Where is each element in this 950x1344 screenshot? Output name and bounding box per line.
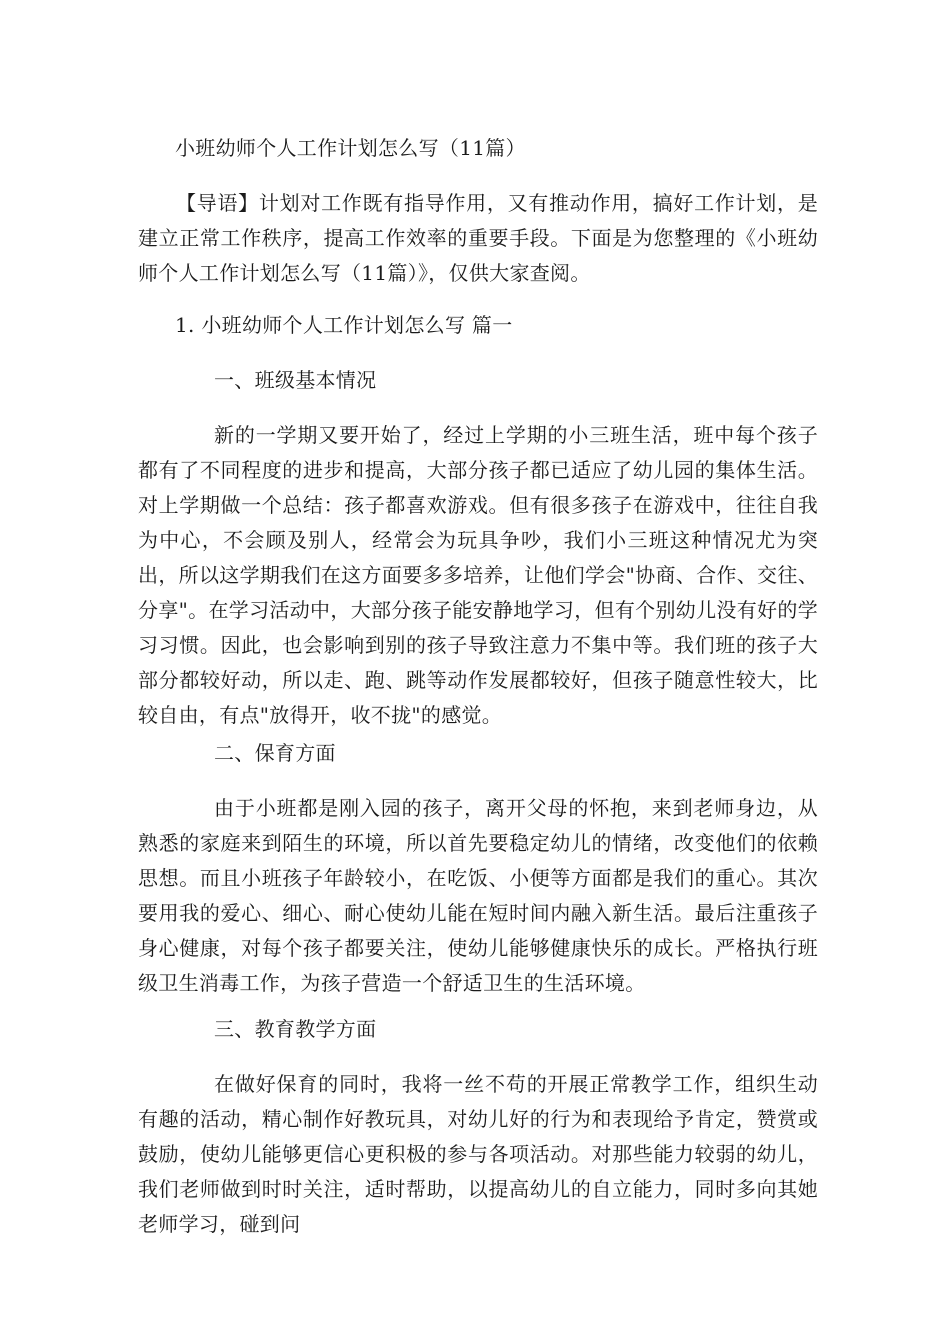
intro-paragraph [138,186,818,291]
section-heading: 二、保育方面 [214,741,336,765]
section-body: 在做好保育的同时，我将一丝不苟的开展正常教学工作，组织生动有趣的活动，精心制作好教玩具，对幼儿好的行为和表现给予肯定，赞赏或鼓励，使幼儿能够更信心更积极的参与各项活动。对那些能力较弱的幼儿，我们老师做到时时关注，适时帮助，以提高幼儿的自立能力，同时多向其她老师学习，碰到问 [138,1072,818,1236]
section-heading: 一、班级基本情况 [214,368,377,392]
section-body: 由于小班都是刚入园的孩子，离开父母的怀抱，来到老师身边，从熟悉的家庭来到陌生的环境，所以首先要稳定幼儿的情绪，改变他们的依赖思想。而且小班孩子年龄较小，在吃饭、小便等方面都是我们的重心。其次要用我的爱心、细心、耐心使幼儿能在短时间内融入新生活。最后注重孩子身心健康，对每个孩子都要关注，使幼儿能够健康快乐的成长。严格执行班级卫生消毒工作，为孩子营造一个舒适卫生的生活环境。 [138,796,818,995]
document-title: 小班幼师个人工作计划怎么写（11篇） [175,136,526,160]
intro-text: 计划对工作既有指导作用，又有推动作用，搞好工作计划，是建立正常工作秩序，提高工作效率的重要手段。下面是为您整理的《小班幼师个人工作计划怎么写（11篇）》，仅供大家查阅。 [138,191,819,285]
intro-label: 【导语】 [176,191,259,215]
article-heading: 1. 小班幼师个人工作计划怎么写 篇一 [175,313,513,337]
section-body: 新的一学期又要开始了，经过上学期的小三班生活，班中每个孩子都有了不同程度的进步和提高，大部分孩子都已适应了幼儿园的集体生活。对上学期做一个总结：孩子都喜欢游戏。但有很多孩子在游戏中，往往自我为中心，不会顾及别人，经常会为玩具争吵，我们小三班这种情况尤为突出，所以这学期我们在这方面要多多培养，让他们学会"协商、合作、交往、分享"。在学习活动中，大部分孩子能安静地学习，但有个别幼儿没有好的学习习惯。因此，也会影响到别的孩子导致注意力不集中等。我们班的孩子大部分都较好动，所以走、跑、跳等动作发展都较好，但孩子随意性较大，比较自由，有点"放得开，收不拢"的感觉。 [138,423,818,727]
section-heading: 三、教育教学方面 [214,1017,377,1041]
